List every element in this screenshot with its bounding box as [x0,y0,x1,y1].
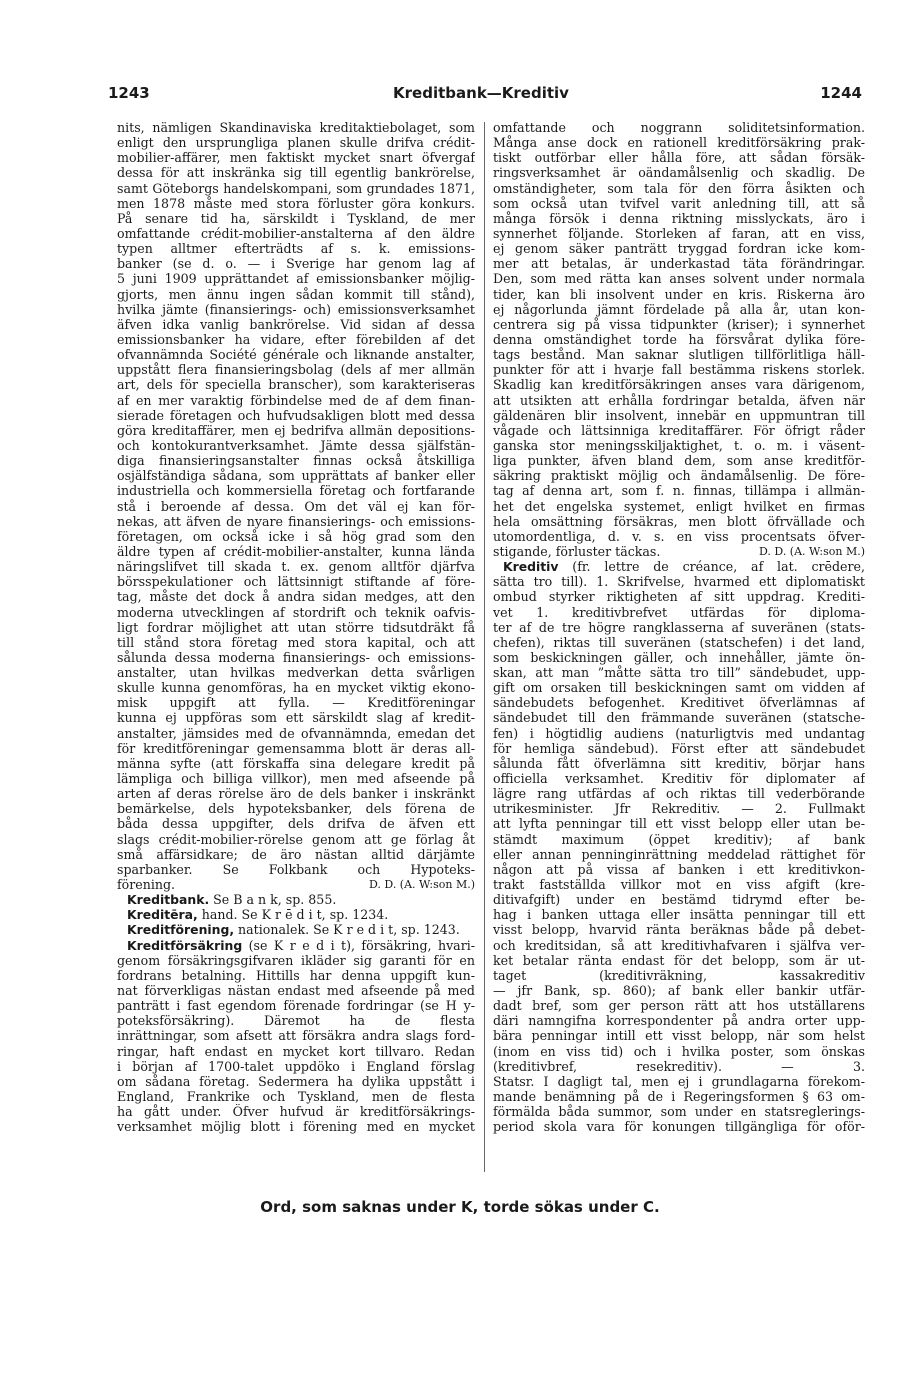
text-line: enligt den ursprungliga planen skulle drifva crédit- [117,135,475,151]
text-line: panträtt i fast egendom förenade fordringar (se H y- [117,998,475,1014]
text-line: fen) i högtidlig audiens (naturligtvis med undantag [493,725,865,741]
text-line: tiskt outförbar eller hålla före, att sådan försäk- [493,150,865,166]
text-line: af en mer varaktig förbindelse med de af dem finan- [117,392,475,408]
text-line: lämpliga och billiga villkor), men med afseende på [117,771,475,787]
text-line: taget (kreditivräkning, kassakreditiv [493,967,865,983]
text-line: lägre rang utfärdas af och riktas till vederbörande [493,786,865,802]
text-line: kunna ej uppföras som ett särskildt slag af kredit- [117,710,475,726]
text-line: ter af de tre högre rangklasserna af suveränen (stats- [493,619,865,635]
text-line: (inom en viss tid) och i hvilka poster, som önskas [493,1043,865,1059]
text-line: officiella verksamhet. Kreditiv för diplomater af [493,771,865,787]
text-line: stå i beroende af dessa. Om det väl ej kan för- [117,498,475,514]
text-line: att lyfta penningar till ett visst belopp eller utan be- [493,816,865,832]
text-line: hvilka jämte (finansierings- och) emissionsverksamhet [117,301,475,317]
text-line: punkter för att i hvarje fall bestämma riskens storlek. [493,362,865,378]
entry-term: Kreditförsäkring [127,937,243,953]
text-line: gäldenären blir insolvent, innebär en uppmuntran till [493,407,865,423]
signature-line-left-text: förening. [117,877,176,893]
entry-kreditforening [117,922,475,937]
text-line: någon att på vissa af banken i ett kreditivkon- [493,861,865,877]
text-line: ha gått under. Öfver hufvud är kreditförsäkrings- [117,1104,475,1120]
text-line: att utsikten att erhålla fordringar betalda, äfven när [493,392,865,408]
text-line: ganska stor meningsskiljaktighet, t. o. m. i väsent- [493,437,865,453]
text-line: ringar, haft endast en mycket kort tillvaro. Redan [117,1043,475,1059]
text-line: dadt bref, som ger person rätt att hos utställarens [493,998,865,1014]
text-line: sierade företagen och hufvudsakligen blott med dessa [117,407,475,423]
text-line: hag i banken uttaga eller insätta penningar till ett [493,907,865,923]
text-line: om sådana företag. Sedermera ha dylika uppstått i [117,1073,475,1089]
left-column-continuation [117,120,475,877]
text-line: sålunda fått öfverlämna sitt kreditiv, börjar hans [493,755,865,771]
text-line: företagen, om också icke i så hög grad som den [117,528,475,544]
text-line: På senare tid ha, särskildt i Tyskland, de mer [117,210,475,226]
text-line: skulle kunna genomföras, ha en mycket viktig ekono- [117,680,475,696]
text-line: liga punkter, äfven bland dem, som anse kreditför- [493,453,865,469]
text-line: skan, att man ”måtte sätta tro till” sändebudet, upp- [493,665,865,681]
text-line: verksamhet möjlig blott i förening med en mycket [117,1119,475,1135]
text-line: för hemliga sändebud). Först efter att sändebudet [493,740,865,756]
text-line: emissionsbanker ha vidare, efter förebilden af det [117,331,475,347]
entry-term: Kreditbank. [127,892,210,908]
right-column [493,120,865,1175]
text-line: hela omsättning försäkras, men blott öfrvällade och [493,513,865,529]
text-line: till stånd stora företag med stora kapital, och att [117,634,475,650]
text-line: genom försäkringsgifvaren ikläder sig garanti för en [117,952,475,968]
author-signature-right: D. D. (A. W:son M.) [758,544,865,558]
kreditforsakring-continuation [493,120,865,544]
text-line: äfven idka vanlig bankrörelse. Vid sidan af dessa [117,316,475,332]
text-line: och kontokurantverksamhet. Jämte dessa själfstän- [117,437,475,453]
text-line: trakt fastställda villkor mot en viss afgift (kre- [493,877,865,893]
text-line: poteksförsäkring). Däremot ha de flesta [117,1013,475,1029]
column-divider [484,122,485,1172]
footer-note: Ord, som saknas under K, torde sökas under C. [260,1198,660,1216]
entry-kreditera [117,907,475,922]
text-line: göra kreditaffärer, men ej bedrifva allmän depositions- [117,422,475,438]
text-line: moderna utvecklingen af stordrift och teknik oafvis- [117,604,475,620]
text-line: omfattande crédit-mobilier-anstalterna af den äldre [117,225,475,241]
text-line: omfattande och noggrann soliditetsinformation. [493,120,865,135]
entry-text: (fr. lettre de créance, af lat. crēdere, [558,559,865,575]
text-line: nat förverkligas nästan endast med afseende på med [117,983,475,999]
entry-kreditforsakring-body [117,953,475,1135]
text-line: äldre typen af crédit-mobilier-anstalter, kunna lända [117,543,475,559]
text-line: anstalter, utan hvilkas medverkan detta svårligen [117,665,475,681]
text-line: England, Frankrike och Tyskland, men de flesta [117,1089,475,1104]
text-line: börsspekulationer och lättsinnigt stiftande af före- [117,574,475,590]
text-line: bära penningar intill ett visst belopp, när som helst [493,1028,865,1044]
entry-term: Kreditēra, [127,907,198,923]
text-line: industriella och kommersiella företag och fortfarande [117,483,475,499]
text-line: ofvannämnda Société générale och liknande anstalter, [117,347,475,363]
text-line: banker (se d. o. — i Sverige har genom lag af [117,256,475,272]
text-line: sålunda dessa moderna finansierings- och emissions- [117,649,475,665]
text-line: ket betalar ränta endast för det belopp, som är ut- [493,952,865,968]
entry-term: Kreditförening, [127,922,235,938]
signature-line-right-text: stigande, förluster täckas. [493,543,661,559]
text-line: period skola vara för konungen tillgängliga för oför- [493,1119,865,1135]
text-line: för kreditföreningar gemensamma blott är deras all- [117,740,475,756]
entry-term: Kreditiv [503,559,559,575]
text-line: inrättningar, som afsett att försäkra andra slags ford- [117,1028,475,1044]
entry-text: Se B a n k, sp. 855. [209,892,337,908]
text-line: som beskickningen gäller, och innehåller, jämte ön- [493,649,865,665]
text-line: visst belopp, hvarvid ränta beräknas både på debet- [493,922,865,938]
text-line: sparbanker. Se Folkbank och Hypoteks- [117,861,475,877]
text-line: centrera sig på vissa tidpunkter (kriser); i synnerhet [493,316,865,332]
text-line: anstalter, jämsides med de ofvannämnda, emedan det [117,725,475,741]
text-line: gjorts, men ännu ingen sådan kommit till stånd), [117,286,475,302]
text-line: gift om orsaken till beskickningen samt om vidden af [493,680,865,696]
text-line: tider, kan bli insolvent under en kris. Riskerna äro [493,286,865,302]
text-line: nits, nämligen Skandinaviska kreditaktiebolaget, som [117,120,475,135]
entry-text: hand. Se K r ē d i t, sp. 1234. [197,907,389,923]
text-line: båda dessa uppgifter, dels drifva de äfven ett [117,816,475,832]
text-line: sätta tro till). 1. Skrifvelse, hvarmed ett diplomatiskt [493,574,865,590]
text-line: slags crédit-mobilier-rörelse genom att ge förlag åt [117,831,475,847]
text-line: mer att betalas, är underkastad täta förändringar. [493,256,865,272]
text-line: dessa för att inskränka sig till egentlig bankrörelse, [117,165,475,181]
text-line: — jfr Bank, sp. 860); af bank eller bankir utfär- [493,983,865,999]
text-line: vågade och lättsinniga kreditaffärer. För öfrigt råder [493,422,865,438]
text-line: vet 1. kreditivbrefvet utfärdas för diploma- [493,604,865,620]
text-line: ringsverksamhet är oändamålsenlig och skadlig. De [493,165,865,181]
text-line: som också utan tvifvel varit anledning till, att så [493,195,865,211]
text-line: osjälfständiga sådana, som upprättats af banker eller [117,468,475,484]
text-line: sändebudet till den främmande suveränen (statsche- [493,710,865,726]
signature-line-right [493,544,865,559]
running-header [100,84,862,106]
text-line: utrikesminister. Jfr Rekreditiv. — 2. Fullmakt [493,801,865,817]
text-line: typen alltmer efterträdts af s. k. emissions- [117,241,475,257]
text-line: eller annan penninginrättning meddelad rättighet för [493,846,865,862]
text-line: ditivafgift) under en bestämd tidrymd efter be- [493,892,865,908]
text-line: många försök i denna riktning misslyckats, äro i [493,210,865,226]
text-line: tag, måste det dock å andra sidan medges, att den [117,589,475,605]
entry-text: (se K r e d i t), försäkring, hvari- [242,937,475,953]
text-line: omständigheter, som tala för den förra åsikten och [493,180,865,196]
text-line: chefen), riktas till suveränen (statschefen) i det land, [493,634,865,650]
text-line: sändebudets befogenhet. Kreditivet öfverlämnas af [493,695,865,711]
text-line: 5 juni 1909 upprättandet af emissionsbanker möjlig- [117,271,475,287]
text-line: stämdt maximum (öppet kreditiv); af bank [493,831,865,847]
text-line: bemärkelse, dels hypoteksbanker, dels förena de [117,801,475,817]
text-line: fordrans betalning. Hittills har denna uppgift kun- [117,967,475,983]
text-line: mande benämning på de i Regeringsformen § 63 om- [493,1089,865,1104]
entry-kreditiv-body [493,574,865,1134]
text-line: utomordentliga, d. v. s. en viss procentsats öfver- [493,528,865,544]
text-line: säkring praktiskt möjlig och ändamålsenlig. De före- [493,468,865,484]
text-line: diga finansieringsanstalter finnas också åtskilliga [117,453,475,469]
left-column [117,120,475,1175]
text-line: ej någorlunda jämnt fördelade på alla år, utan kon- [493,301,865,317]
text-line: och kreditsidan, så att kreditivhafvaren i själfva ver- [493,937,865,953]
text-line: förmälda båda summor, som under en statsreglerings- [493,1104,865,1120]
text-line: denna omständighet torde ha försvårat dylika före- [493,331,865,347]
page-number-right: 1244 [820,84,862,102]
entry-kreditiv-head [493,559,865,574]
text-line: ombud styrker riktigheten af sitt uppdrag. Krediti- [493,589,865,605]
running-title: Kreditbank—Kreditiv [393,84,569,102]
text-line: Den, som med rätta kan anses solvent under normala [493,271,865,287]
text-line: i början af 1700-talet uppdöko i England förslag [117,1058,475,1074]
text-line: synnerhet följande. Storleken af faran, att en viss, [493,225,865,241]
entry-kreditforsakring-head [117,938,475,953]
entry-text: nationalek. Se K r e d i t, sp. 1243. [234,922,460,938]
text-line: små affärsidkare; de äro nästan alltid därjämte [117,846,475,862]
text-line: het det engelska systemet, enligt hvilket en firmas [493,498,865,514]
author-signature-left: D. D. (A. W:son M.) [368,878,475,892]
signature-line-left [117,877,475,892]
text-line: art, dels för speciella branscher), som karakteriseras [117,377,475,393]
text-line: misk uppgift att fylla. — Kreditföreningar [117,695,475,711]
text-line: ej genom säker panträtt tryggad fordran icke kom- [493,241,865,257]
text-line: nekas, att äfven de nyare finansierings- och emissions- [117,513,475,529]
text-line: tags bestånd. Man saknar slutligen tillförlitliga häll- [493,347,865,363]
text-line: tag af denna art, som f. n. finnas, tillämpa i allmän- [493,483,865,499]
text-line: ligt fordrar möjlighet att utan större tidsutdräkt få [117,619,475,635]
text-line: (kreditivbref, resekreditiv). — 3. [493,1058,865,1074]
text-line: men 1878 måste med stora förluster göra konkurs. [117,195,475,211]
text-line: näringslifvet till skada t. ex. genom alltför djärfva [117,559,475,575]
text-line: däri namngifna korrespondenter på andra orter upp- [493,1013,865,1029]
text-line: Statsr. I dagligt tal, men ej i grundlagarna förekom- [493,1073,865,1089]
text-line: Många anse dock en rationell kreditförsäkring prak- [493,135,865,151]
text-line: mobilier-affärer, men faktiskt mycket snart öfvergaf [117,150,475,166]
text-line: samt Göteborgs handelskompani, som grundades 1871, [117,180,475,196]
text-line: Skadlig kan kreditförsäkringen anses vara därigenom, [493,377,865,393]
text-line: arten af deras rörelse äro de dels banker i inskränkt [117,786,475,802]
page-number-left: 1243 [108,84,150,102]
entry-kreditbank [117,892,475,907]
text-line: uppstått flera finansieringsbolag (dels af mer allmän [117,362,475,378]
text-line: männa syfte (att förskaffa sina delegare kredit på [117,755,475,771]
